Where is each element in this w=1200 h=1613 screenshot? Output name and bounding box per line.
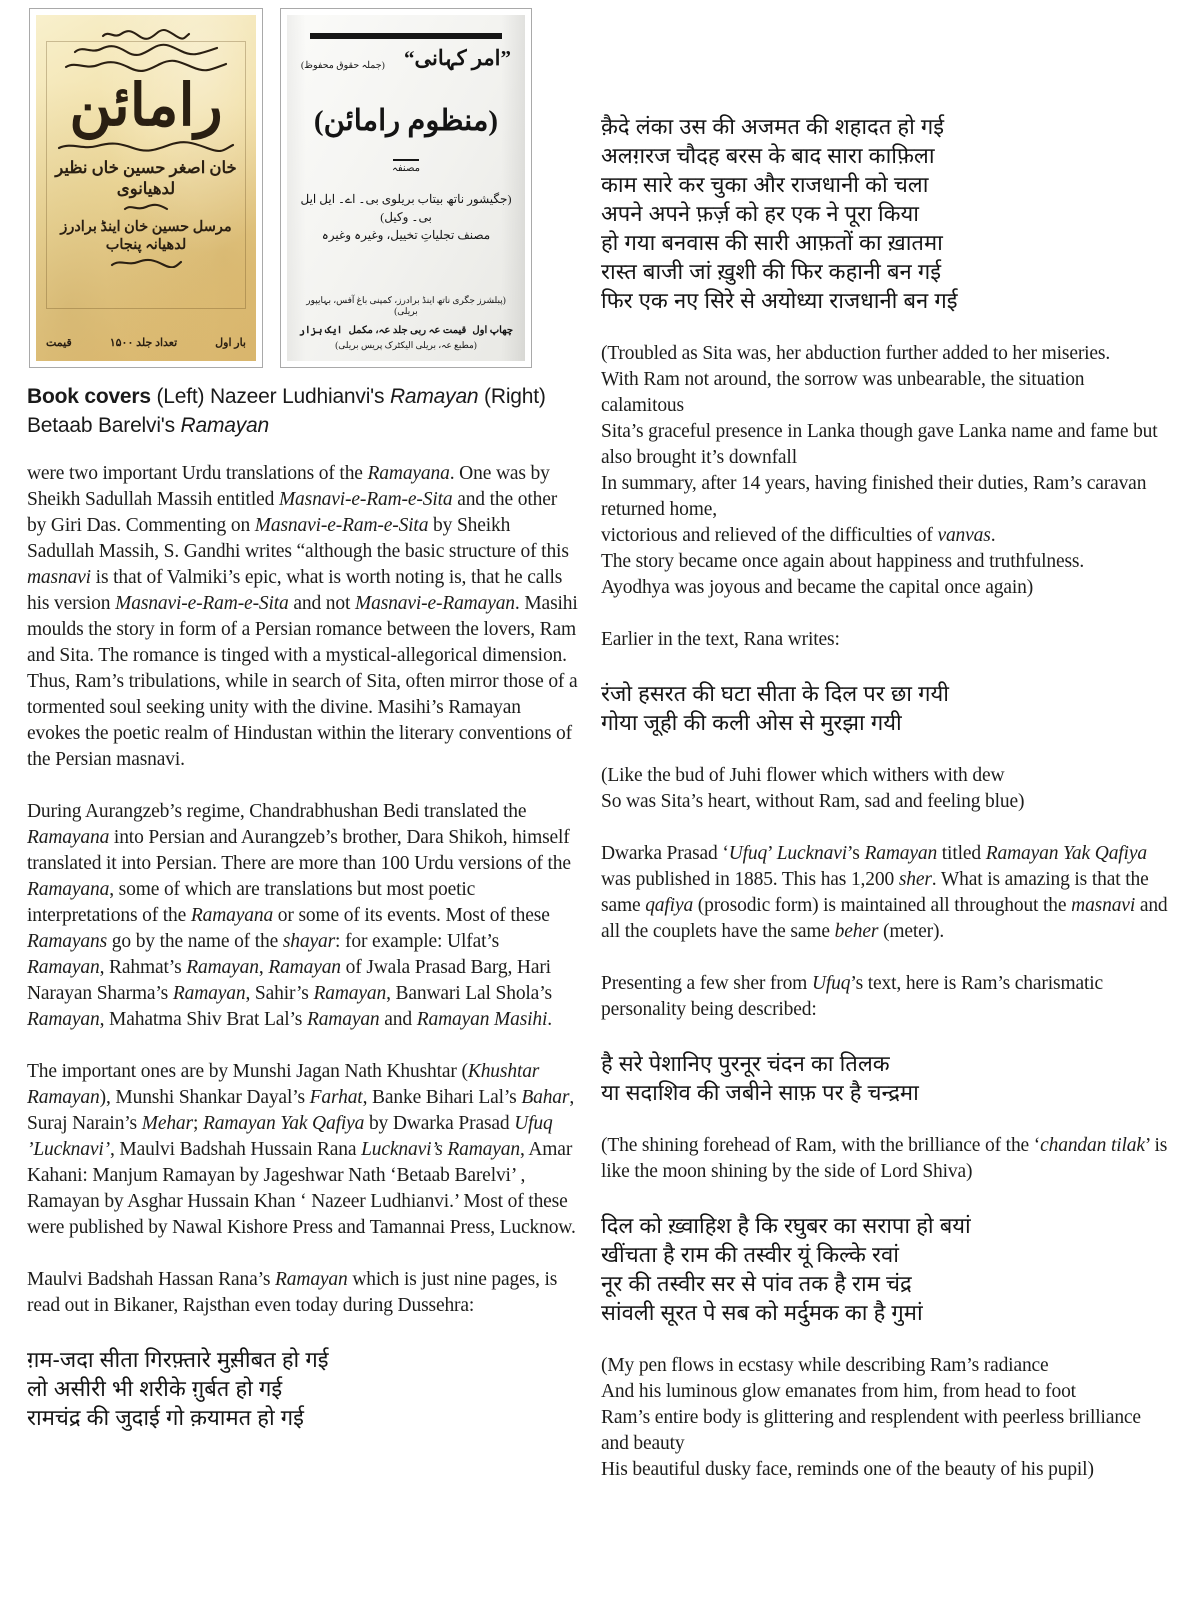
calligraphy-flourish-icon — [122, 202, 170, 212]
body-paragraph: Earlier in the text, Rana writes: — [601, 629, 840, 650]
right-cover-bottom-row — [297, 325, 515, 338]
right-cover-main-title: (منظوم رامائن) — [313, 104, 499, 137]
right-column — [601, 8, 1170, 1613]
right-cover-title: ”امر کہانی“ — [404, 46, 511, 70]
figure-caption: Book covers (Left) Nazeer Ludhianvi's Ramayan (Right) Betaab Barelvi's Ramayan — [27, 385, 546, 437]
body-paragraph: Maulvi Badshah Hassan Rana’s Ramayan which is just nine pages, is read out in Bikaner, Rajsthan even today during Dussehra: — [27, 1269, 558, 1316]
right-cover-author-line1: (جگیشور ناتھ بیتاب بریلوی بی۔ اے۔ ایل ایل بی۔ وکیل) — [300, 191, 512, 224]
right-cover-musannif-label: مصنفہ — [392, 163, 420, 175]
calligraphy-flourish-icon — [100, 28, 192, 40]
calligraphy-flourish-icon — [62, 59, 230, 72]
hindi-verse: दिल को ख़्वाहिश है कि रघुबर का सरापा हो बयां खींचता है राम की तस्वीर यूं किल्के रवां नूर की तस्वीर सर से पांव तक है राम चंद्र सांवली सूरत पे सब को मर्दुमक का है गुमां — [601, 1213, 971, 1325]
right-cover-copies: ایک ہزار — [299, 325, 343, 337]
right-cover-publisher-line: (پبلشرز جگری ناتھ اینڈ برادرز، کمپنی باغ آفس، بہایپور بریلی) — [306, 294, 506, 316]
body-paragraph: Dwarka Prasad ‘Ufuq’ Lucknavi’s Ramayan titled Ramayan Yak Qafiya was published in 1885. This has 1,200 sher. What is amazing is that the same qafiya (prosodic form) is maintained all throughout the masnavi and all the couplets have the same beher (meter). — [601, 843, 1168, 942]
left-cover-bottom-row — [44, 337, 248, 353]
left-column — [27, 8, 578, 1613]
left-cover-publisher: مرسل حسین خان اینڈ برادرز لدھیانہ پنجاب — [60, 219, 232, 254]
body-paragraph: were two important Urdu translations of the Ramayana. One was by Sheikh Sadullah Massih entitled Masnavi-e-Ram-e-Sita and the other by Giri Das. Commenting on Masnavi-e-Ram-e-Sita by Sheikh Sadullah Massih, S. Gandhi writes “although the basic structure of this masnavi is that of Valmiki’s epic, what is worth noting is, that he calls his version Masnavi-e-Ram-e-Sita and not Masnavi-e-Ramayan. Masihi moulds the story in form of a Persian romance between the lovers, Ram and Sita. The romance is tinged with a mystical-allegorical dimension. Thus, Ram’s tribulations, while in search of Sita, often mirror those of a tormented soul seeking unity with the divine. Masihi’s Ramayan evokes the poetic realm of Hindustan within the literary conventions of the Persian masnavi. — [27, 463, 578, 770]
right-cover-author-block — [297, 190, 515, 244]
hindi-verse: रंजो हसरत की घटा सीता के दिल पर छा गयी गोया जूही की कली ओस से मुरझा गयी — [601, 681, 949, 735]
calligraphy-flourish-icon — [55, 140, 237, 152]
right-book-cover — [280, 8, 532, 368]
right-book-cover-art — [287, 15, 525, 361]
calligraphy-flourish-icon — [108, 257, 184, 268]
translation-note: (Troubled as Sita was, her abduction further added to her miseries. With Ram not around, the sorrow was unbearable, the situation calamitous Sita’s graceful presence in Lanka though gave Lanka name and fame but also brought it’s downfall In summary, after 14 years, having finished their duties, Ram’s caravan returned home, victorious and relieved of the difficulties of vanvas. The story became once again about happiness and truthfulness. Ayodhya was joyous and became the capital once again) — [601, 343, 1158, 598]
left-cover-title: رامائن — [69, 73, 223, 138]
right-cover-press-note: (مطبع عہ، بریلی الیکٹرک پریس بریلی) — [335, 339, 477, 350]
calligraphy-flourish-icon — [71, 43, 221, 56]
right-column-text — [601, 112, 1170, 1483]
left-column-text — [27, 461, 578, 1432]
left-cover-price: قیمت — [46, 337, 72, 350]
left-book-cover — [29, 8, 263, 368]
right-cover-rights-note: (جملہ حقوق محفوظ) — [301, 61, 385, 71]
translation-note: (Like the bud of Juhi flower which withers with dew So was Sita’s heart, without Ram, sad and feeling blue) — [601, 765, 1025, 812]
right-cover-price: قیمت عہ ربی جلد عہ، مکمل — [348, 325, 467, 337]
hindi-verse: क़ैदे लंका उस की अजमत की शहादत हो गई अलग़रज चौदह बरस के बाद सारा काफ़िला काम सारे कर चुका और राजधानी को चला अपने अपने फ़र्ज़ को हर एक ने पूरा किया हो गया बनवास की सारी आफ़तों का ख़ातमा रास्त बाजी जां ख़ुशी की फिर कहानी बन गई फिर एक नए सिरे से अयोध्या राजधानी बन गई — [601, 114, 958, 313]
right-cover-top-row — [297, 45, 515, 73]
left-book-cover-art — [36, 15, 256, 361]
body-paragraph: During Aurangzeb’s regime, Chandrabhushan Bedi translated the Ramayana into Persian and Aurangzeb’s brother, Dara Shikoh, himself translated it into Persian. There are more than 100 Urdu versions of the Ramayana, some of which are translations but most poetic interpretations of the Ramayana or some of its events. Most of these Ramayans go by the name of the shayar: for example: Ulfat’s Ramayan, Rahmat’s Ramayan, Ramayan of Jwala Prasad Barg, Hari Narayan Sharma’s Ramayan, Sahir’s Ramayan, Banwari Lal Shola’s Ramayan, Mahatma Shiv Brat Lal’s Ramayan and Ramayan Masihi. — [27, 801, 571, 1030]
translation-note: (The shining forehead of Ram, with the brilliance of the ‘chandan tilak’ is like the moon shining by the side of Lord Shiva) — [601, 1135, 1168, 1182]
translation-note: (My pen flows in ecstasy while describing Ram’s radiance And his luminous glow emanates from him, from head to foot Ram’s entire body is glittering and resplendent with peerless brilliance and beauty His beautiful dusky face, reminds one of the beauty of his pupil) — [601, 1355, 1141, 1480]
body-paragraph: Presenting a few sher from Ufuq’s text, here is Ram’s charismatic personality being described: — [601, 973, 1104, 1020]
left-cover-author: خان اصغر حسین خاں نظیر لدھیانوی — [55, 157, 237, 198]
left-cover-edition: بار اول — [215, 337, 246, 350]
cover-top-bar — [310, 33, 502, 39]
book-covers-figure — [29, 8, 578, 368]
right-cover-edition: چھاپ اول — [472, 325, 513, 337]
right-cover-author-line2: مصنف تجلیاتِ تخییل، وغیرہ وغیرہ — [321, 227, 491, 242]
body-paragraph: The important ones are by Munshi Jagan Nath Khushtar (Khushtar Ramayan), Munshi Shankar Dayal’s Farhat, Banke Bihari Lal’s Bahar, Suraj Narain’s Mehar; Ramayan Yak Qafiya by Dwarka Prasad Ufuq ’Lucknavi’, Maulvi Badshah Hussain Rana Lucknavi’s Ramayan, Amar Kahani: Manjum Ramayan by Jageshwar Nath ‘Betaab Barelvi’ , Ramayan by Asghar Hussain Khan ‘ Nazeer Ludhianvi.’ Most of these were published by Nawal Kishore Press and Tamannai Press, Lucknow. — [27, 1061, 576, 1238]
divider — [393, 159, 419, 161]
left-cover-copies: تعداد جلد ۱۵۰۰ — [109, 337, 178, 350]
hindi-verse: ग़म-जदा सीता गिरफ़्तारे मुस़ीबत हो गई लो असीरी भी शरीके ग़ुर्बत हो गई रामचंद्र की जुदाई गो क़यामत हो गई — [27, 1347, 329, 1430]
hindi-verse: है सरे पेशानिए पुरनूर चंदन का तिलक या सदाशिव की जबीने साफ़ पर है चन्द्रमा — [601, 1051, 919, 1105]
